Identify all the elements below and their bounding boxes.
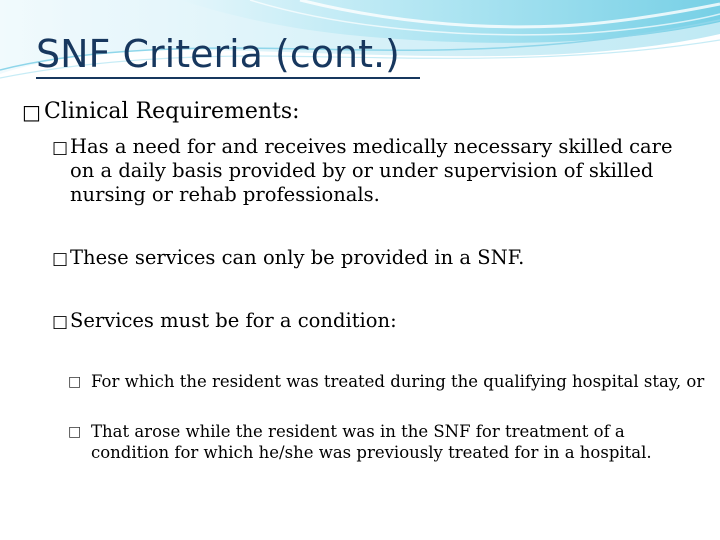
box-bullet-icon: □ <box>52 138 69 158</box>
bullet-text: Clinical Requirements: <box>44 99 300 124</box>
box-bullet-icon: □ <box>52 312 69 332</box>
box-bullet-icon: □ <box>68 424 82 440</box>
title-underline <box>36 77 420 79</box>
bullet-text: For which the resident was treated during the qualifying hospital stay, or <box>91 372 705 391</box>
slide-title: SNF Criteria (cont.) <box>36 32 400 76</box>
bullet-text: That arose while the resident was in the SNF for treatment of a condition for which he/she was previously treated for in a hospital. <box>91 422 652 462</box>
box-bullet-icon: □ <box>68 374 82 390</box>
box-bullet-icon: □ <box>52 249 69 269</box>
bullet-text: Services must be for a condition: <box>70 309 397 332</box>
sub-bullet-arose-in-snf <box>68 421 708 463</box>
box-bullet-icon: □ <box>22 100 41 124</box>
bullet-condition <box>52 309 702 333</box>
sub-bullet-qualifying-stay <box>68 371 708 392</box>
bullet-skilled-care <box>52 135 702 207</box>
bullet-snf-only <box>52 246 702 270</box>
bullet-clinical-requirements <box>22 98 300 126</box>
bullet-text: These services can only be provided in a SNF. <box>70 246 525 269</box>
bullet-text: Has a need for and receives medically necessary skilled care on a daily basis provided by or under supervision of skilled nursing or rehab professionals. <box>70 135 673 206</box>
